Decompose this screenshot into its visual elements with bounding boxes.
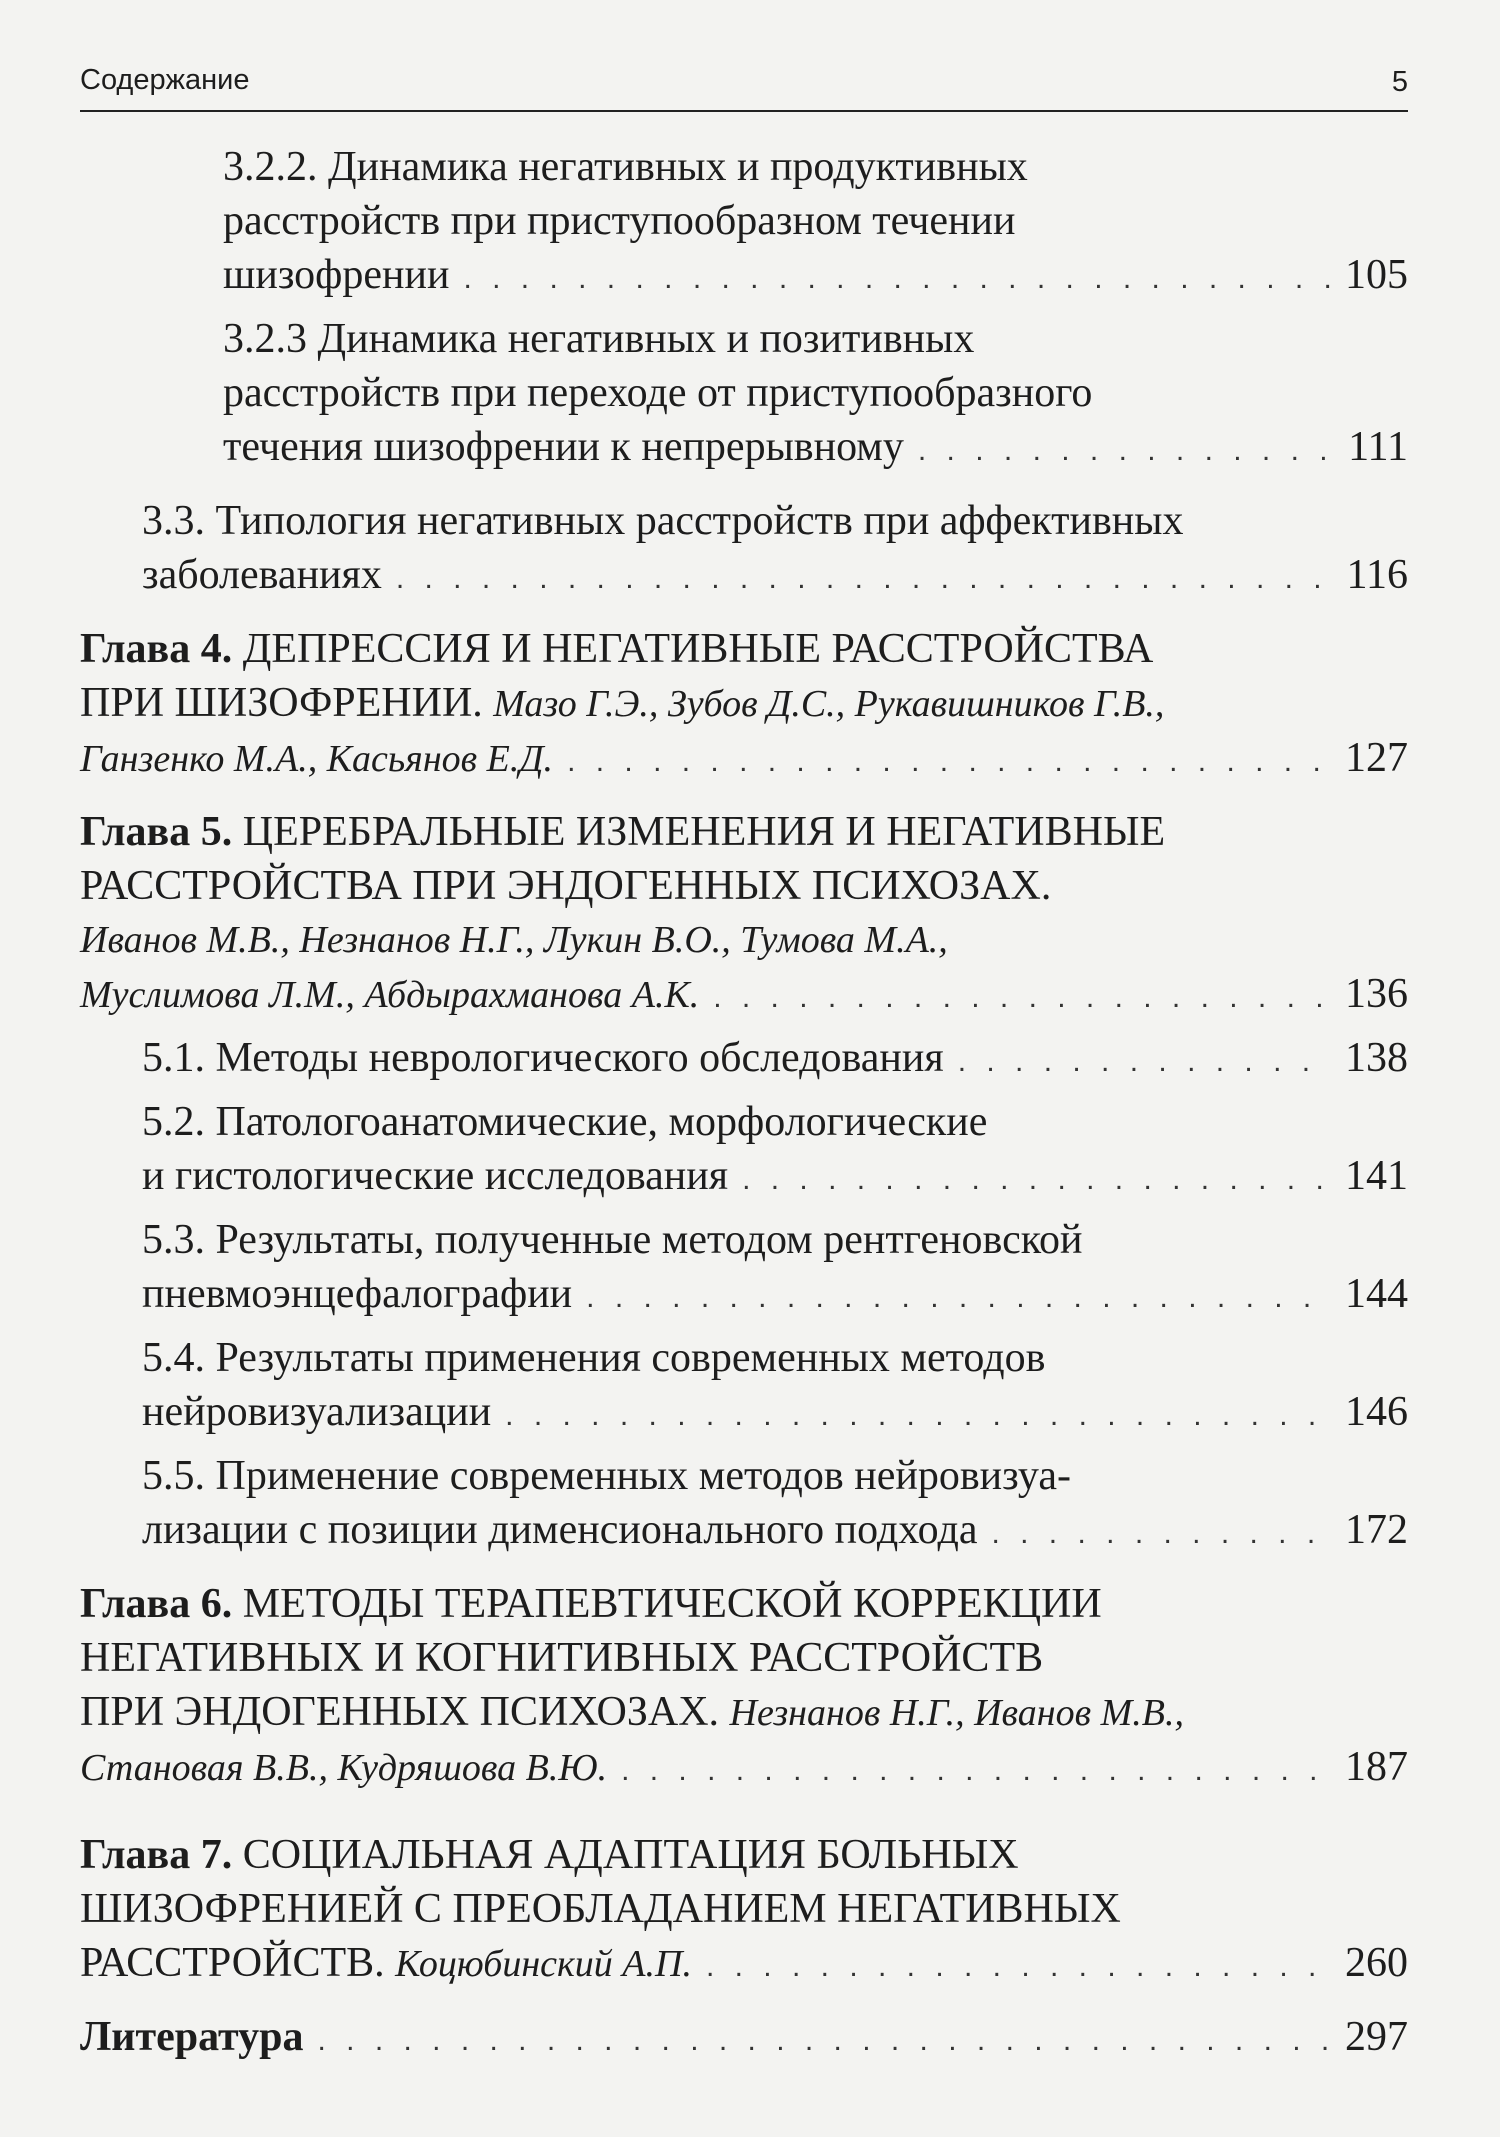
toc-entry-text: течения шизофрении к непрерывному <box>223 424 904 470</box>
chapter-authors: Мазо Г.Э., Зубов Д.С., Рукавишников Г.В., <box>493 683 1165 725</box>
toc-entry-text: лизации с позиции дименсионального подхода <box>142 1507 978 1553</box>
page-number: 5 <box>1391 66 1408 98</box>
toc-page-number: 138 <box>1345 1035 1408 1081</box>
toc-entry-text: заболеваниях <box>142 552 382 598</box>
chapter-title: РАССТРОЙСТВ. <box>80 1940 385 1986</box>
dot-leader <box>317 2014 1333 2068</box>
dot-leader <box>586 1271 1333 1325</box>
literature-label: Литература <box>80 2014 304 2060</box>
toc-entry-5-4[interactable] <box>80 1331 1408 1443</box>
toc-page-number: 187 <box>1345 1744 1408 1790</box>
toc-entry-text: расстройств при переходе от приступообразного <box>223 370 1093 416</box>
chapter-authors: Муслимова Л.М., Абдырахманова А.К. <box>80 974 700 1016</box>
toc-literature[interactable] <box>80 2010 1408 2068</box>
toc-chapter-4[interactable] <box>80 622 1408 789</box>
dot-leader <box>505 1389 1333 1443</box>
dot-leader <box>463 252 1333 306</box>
toc-page-number: 116 <box>1346 552 1408 598</box>
toc-entry-text: шизофрении <box>223 252 450 298</box>
chapter-number: Глава 4. <box>80 626 233 672</box>
toc-entry-3-2-3[interactable] <box>80 312 1408 478</box>
toc-entry-text: 3.2.2. Динамика негативных и продуктивных <box>223 144 1028 190</box>
chapter-title: ДЕПРЕССИЯ И НЕГАТИВНЫЕ РАССТРОЙСТВА <box>242 626 1154 672</box>
toc-entry-text: 3.2.3 Динамика негативных и позитивных <box>223 316 975 362</box>
toc-entry-text: 5.1. Методы неврологического обследования <box>142 1035 944 1081</box>
chapter-authors: Становая В.В., Кудряшова В.Ю. <box>80 1747 608 1789</box>
toc-page-number: 144 <box>1345 1271 1408 1317</box>
dot-leader <box>567 735 1333 789</box>
toc-entry-3-3[interactable] <box>80 494 1408 606</box>
chapter-title: СОЦИАЛЬНАЯ АДАПТАЦИЯ БОЛЬНЫХ <box>242 1832 1019 1878</box>
chapter-title: ПРИ ШИЗОФРЕНИИ. <box>80 680 483 726</box>
chapter-title: РАССТРОЙСТВА ПРИ ЭНДОГЕННЫХ ПСИХОЗАХ. <box>80 863 1052 909</box>
toc-entry-text: и гистологические исследования <box>142 1153 729 1199</box>
toc-entry-3-2-2[interactable] <box>80 140 1408 306</box>
dot-leader <box>958 1035 1333 1089</box>
toc-entry-5-2[interactable] <box>80 1095 1408 1207</box>
table-of-contents <box>80 140 1408 2068</box>
dot-leader <box>991 1507 1333 1561</box>
chapter-authors: Ганзенко М.А., Касьянов Е.Д. <box>80 738 554 780</box>
dot-leader <box>742 1153 1333 1207</box>
toc-entry-5-5[interactable] <box>80 1449 1408 1561</box>
toc-chapter-7[interactable] <box>80 1828 1408 1994</box>
toc-page-number: 260 <box>1345 1940 1408 1986</box>
chapter-number: Глава 5. <box>80 809 233 855</box>
toc-page-number: 136 <box>1345 971 1408 1017</box>
toc-page-number: 172 <box>1345 1507 1408 1553</box>
toc-chapter-6[interactable] <box>80 1577 1408 1798</box>
toc-entry-text: пневмоэнцефалографии <box>142 1271 573 1317</box>
toc-page-number: 127 <box>1345 735 1408 781</box>
chapter-title: ПРИ ЭНДОГЕННЫХ ПСИХОЗАХ. <box>80 1689 720 1735</box>
chapter-authors: Иванов М.В., Незнанов Н.Г., Лукин В.О., Тумова М.А., <box>80 919 948 961</box>
chapter-authors: Незнанов Н.Г., Иванов М.В., <box>729 1692 1184 1734</box>
toc-entry-text: 5.3. Результаты, полученные методом рентгеновской <box>142 1217 1083 1263</box>
toc-chapter-5[interactable] <box>80 805 1408 1025</box>
toc-entry-5-3[interactable] <box>80 1213 1408 1325</box>
dot-leader <box>706 1940 1333 1994</box>
toc-page-number: 111 <box>1348 424 1408 470</box>
chapter-number: Глава 7. <box>80 1832 233 1878</box>
toc-entry-text: 5.2. Патологоанатомические, морфологические <box>142 1099 988 1145</box>
running-header <box>80 58 1408 112</box>
toc-page-number: 297 <box>1345 2014 1408 2060</box>
dot-leader <box>621 1744 1333 1798</box>
dot-leader <box>918 424 1336 478</box>
toc-page-number: 146 <box>1345 1389 1408 1435</box>
chapter-title: ШИЗОФРЕНИЕЙ С ПРЕОБЛАДАНИЕМ НЕГАТИВНЫХ <box>80 1886 1121 1932</box>
chapter-title: ЦЕРЕБРАЛЬНЫЕ ИЗМЕНЕНИЯ И НЕГАТИВНЫЕ <box>242 809 1166 855</box>
toc-page-number: 105 <box>1345 252 1408 298</box>
dot-leader <box>713 971 1333 1025</box>
chapter-authors: Коцюбинский А.П. <box>395 1943 692 1985</box>
toc-entry-text: 5.4. Результаты применения современных методов <box>142 1335 1046 1381</box>
toc-entry-text: расстройств при приступообразном течении <box>223 198 1016 244</box>
running-header-title: Содержание <box>80 64 250 96</box>
toc-entry-text: нейровизуализации <box>142 1389 492 1435</box>
chapter-title: НЕГАТИВНЫХ И КОГНИТИВНЫХ РАССТРОЙСТВ <box>80 1635 1044 1681</box>
chapter-title: МЕТОДЫ ТЕРАПЕВТИЧЕСКОЙ КОРРЕКЦИИ <box>242 1581 1102 1627</box>
dot-leader <box>396 552 1335 606</box>
toc-entry-text: 3.3. Типология негативных расстройств при аффективных <box>142 498 1184 544</box>
chapter-number: Глава 6. <box>80 1581 233 1627</box>
toc-page-number: 141 <box>1345 1153 1408 1199</box>
toc-entry-5-1[interactable] <box>80 1031 1408 1089</box>
toc-entry-text: 5.5. Применение современных методов нейровизуа- <box>142 1453 1071 1499</box>
